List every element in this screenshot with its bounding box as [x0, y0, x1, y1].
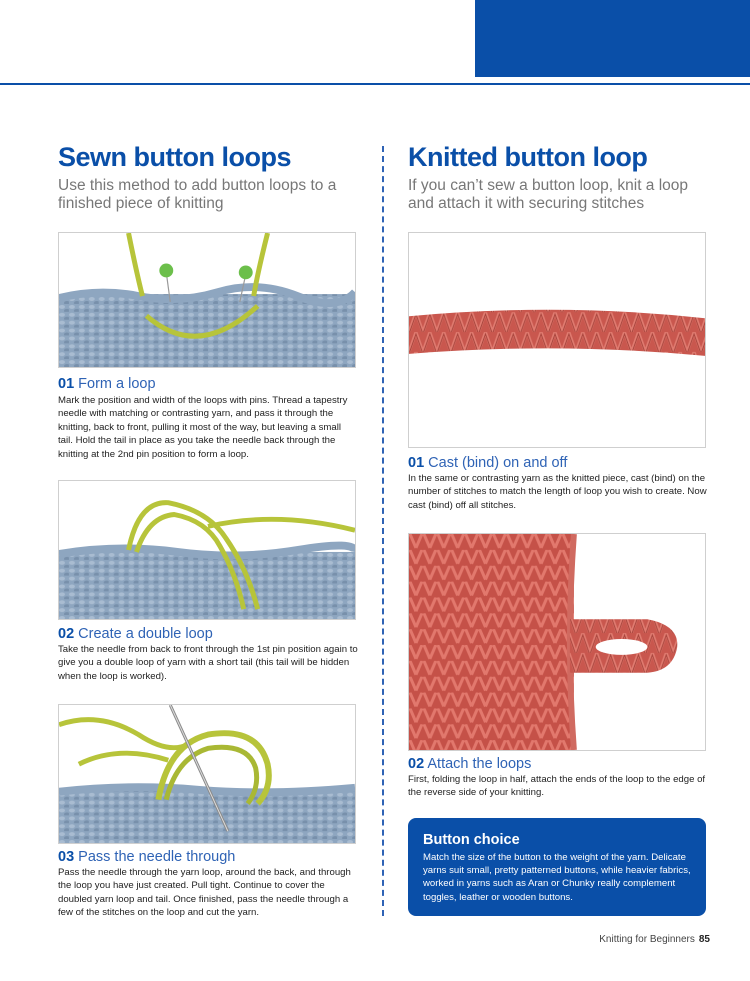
column-divider — [382, 146, 384, 916]
page-number: 85 — [698, 934, 710, 945]
header-color-tab — [475, 0, 750, 77]
step-heading: Create a double loop — [78, 626, 213, 642]
book-title: Knitting for Beginners — [599, 934, 695, 945]
photo-pass-needle — [58, 704, 356, 844]
step-title-attach-loops — [408, 756, 531, 772]
header-rule — [0, 83, 750, 85]
callout-body: Match the size of the button to the weight of the yarn. Delicate yarns suit small, pretty patterned buttons, while heavier fabrics, worked in yarns such as Aran or Chunky really complement toggles, leather or wooden buttons. — [423, 852, 691, 903]
step-body-pass-needle: Pass the needle through the yarn loop, around the back, and through the loop you have just created. Pull tight. Continue to cover the doubled yarn loop and tail. Once finished, pass the needle through a few of the stitches on the loop and cut the yarn. — [58, 867, 351, 919]
step-heading: Cast (bind) on and off — [428, 455, 568, 471]
step-title-form-loop — [58, 376, 156, 392]
step-heading: Form a loop — [78, 376, 156, 392]
step-body-attach-loops: First, folding the loop in half, attach the ends of the loop to the edge of the reverse side of your knitting. — [408, 774, 706, 799]
photo-form-loop — [58, 232, 356, 368]
photo-attach-loops — [408, 533, 706, 751]
step-title-double-loop — [58, 626, 213, 642]
step-number: 02 — [408, 756, 425, 772]
photo-cast-on-off — [408, 232, 706, 448]
photo-double-loop — [58, 480, 356, 620]
step-title-pass-needle — [58, 849, 235, 865]
sewn-loops-subtitle: Use this method to add button loops to a finished piece of knitting — [58, 177, 337, 212]
page-footer — [599, 934, 710, 945]
step-title-cast-on-off — [408, 455, 567, 471]
step-number: 01 — [58, 376, 75, 392]
sewn-loops-title: Sewn button loops — [58, 142, 291, 172]
step-heading: Attach the loops — [427, 756, 532, 772]
button-choice-callout — [408, 818, 706, 916]
step-body-cast-on-off: In the same or contrasting yarn as the knitted piece, cast (bind) on the number of stitches to match the length of loop you wish to create. Now cast (bind) off all stitches. — [408, 473, 707, 511]
step-number: 01 — [408, 455, 425, 471]
step-number: 03 — [58, 849, 75, 865]
step-number: 02 — [58, 626, 75, 642]
step-heading: Pass the needle through — [78, 849, 236, 865]
step-body-double-loop: Take the needle from back to front through the 1st pin position again to give you a double loop of yarn with a short tail (this tail will be hidden when the loop is worked). — [58, 644, 358, 682]
callout-title: Button choice — [423, 832, 520, 848]
knitted-loop-subtitle: If you can’t sew a button loop, knit a loop and attach it with securing stitches — [408, 177, 689, 212]
step-body-form-loop: Mark the position and width of the loops with pins. Thread a tapestry needle with matching or contrasting yarn, and pass it through the knitting, back to front, pulling it most of the way, but leaving a small tail. Hold the tail in place as you take the needle back through the knitting at the 2nd pin position to form a loop. — [58, 395, 348, 460]
knitted-loop-title: Knitted button loop — [408, 142, 648, 172]
